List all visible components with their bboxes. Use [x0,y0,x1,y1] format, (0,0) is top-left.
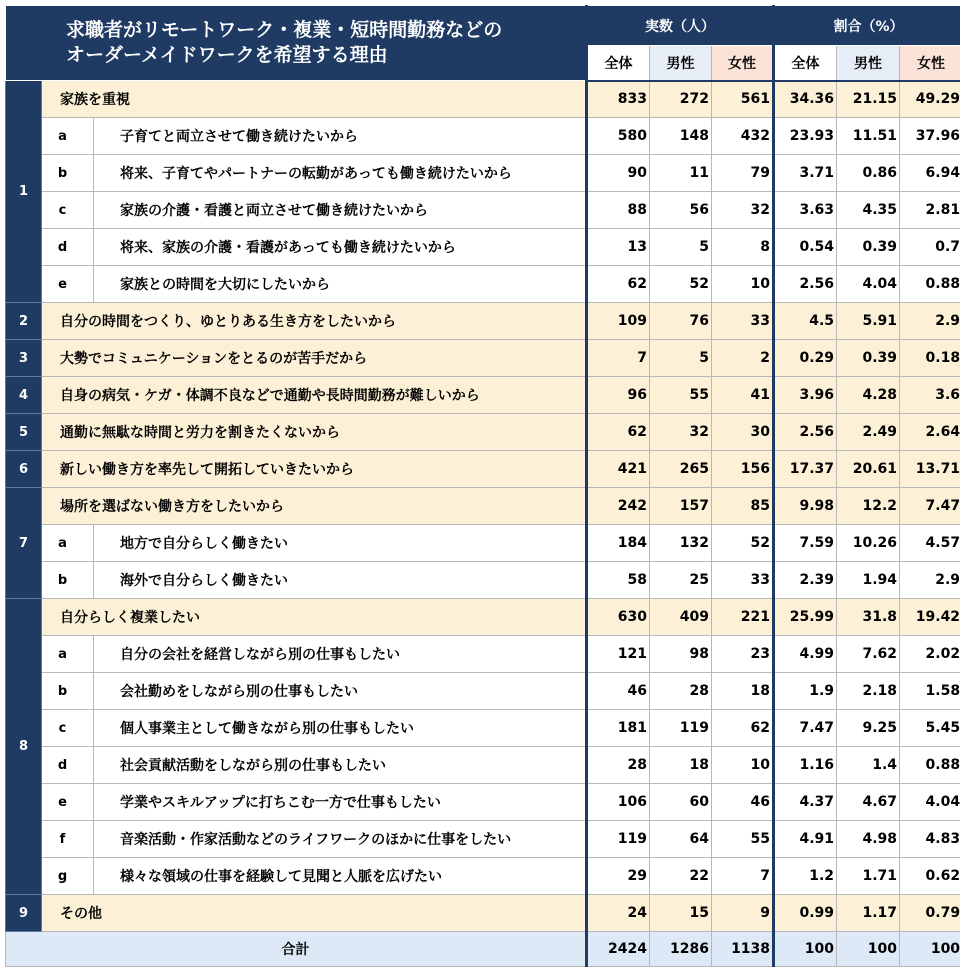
category-number: 1 [6,81,42,303]
category-number: 8 [6,599,42,895]
value-male: 265 [650,451,712,488]
subitem-letter: b [42,673,94,710]
total-label: 合計 [6,932,587,967]
value-p-all: 1.2 [774,858,837,895]
value-female: 52 [712,525,774,562]
value-p-female: 100 [900,932,960,967]
value-male: 25 [650,562,712,599]
category-label: 自身の病気・ケガ・体調不良などで通勤や長時間勤務が難しいから [42,377,587,414]
value-p-female: 4.04 [900,784,960,821]
value-all: 13 [587,229,650,266]
value-male: 5 [650,340,712,377]
subitem-label: 音楽活動・作家活動などのライフワークのほかに仕事をしたい [94,821,587,858]
value-p-male: 20.61 [837,451,900,488]
value-female: 561 [712,81,774,118]
category-number: 7 [6,488,42,599]
value-female: 8 [712,229,774,266]
value-p-all: 0.99 [774,895,837,932]
category-row [6,488,960,525]
value-p-all: 25.99 [774,599,837,636]
value-p-all: 4.5 [774,303,837,340]
table-title [6,6,587,81]
subitem-label: 個人事業主として働きながら別の仕事もしたい [94,710,587,747]
subitem-label: 海外で自分らしく働きたい [94,562,587,599]
subitem-row [6,562,960,599]
subitem-label: 将来、子育てやパートナーの転勤があっても働き続けたいから [94,155,587,192]
value-p-all: 9.98 [774,488,837,525]
value-p-female: 2.9 [900,303,960,340]
value-female: 30 [712,414,774,451]
subitem-label: 自分の会社を経営しながら別の仕事もしたい [94,636,587,673]
value-female: 7 [712,858,774,895]
category-row [6,340,960,377]
value-p-all: 2.39 [774,562,837,599]
value-p-male: 4.04 [837,266,900,303]
value-male: 409 [650,599,712,636]
category-label: 自分の時間をつくり、ゆとりある生き方をしたいから [42,303,587,340]
category-number: 4 [6,377,42,414]
value-p-male: 9.25 [837,710,900,747]
subitem-label: 地方で自分らしく働きたい [94,525,587,562]
value-male: 148 [650,118,712,155]
value-all: 62 [587,266,650,303]
value-all: 58 [587,562,650,599]
group-header-ratio: 割合（%） [774,6,960,46]
category-row [6,81,960,118]
category-number: 9 [6,895,42,932]
value-p-male: 1.17 [837,895,900,932]
category-number: 6 [6,451,42,488]
subitem-label: 会社勤めをしながら別の仕事もしたい [94,673,587,710]
value-p-all: 3.96 [774,377,837,414]
value-female: 432 [712,118,774,155]
value-all: 7 [587,340,650,377]
subitem-label: 家族との時間を大切にしたいから [94,266,587,303]
value-all: 106 [587,784,650,821]
value-p-all: 7.47 [774,710,837,747]
subitem-letter: e [42,266,94,303]
value-p-male: 1.71 [837,858,900,895]
subitem-row [6,821,960,858]
value-p-male: 4.98 [837,821,900,858]
value-male: 60 [650,784,712,821]
value-p-female: 2.81 [900,192,960,229]
category-row [6,895,960,932]
category-row [6,599,960,636]
survey-table [5,5,960,967]
value-p-female: 0.88 [900,266,960,303]
value-male: 56 [650,192,712,229]
group-header-count: 実数（人） [587,6,774,46]
subitem-letter: a [42,525,94,562]
value-p-male: 31.8 [837,599,900,636]
value-female: 2 [712,340,774,377]
value-female: 33 [712,562,774,599]
subitem-label: 社会貢献活動をしながら別の仕事もしたい [94,747,587,784]
value-p-female: 0.88 [900,747,960,784]
value-p-all: 3.63 [774,192,837,229]
value-male: 32 [650,414,712,451]
col-header-count-female: 女性 [712,46,774,81]
subitem-row [6,858,960,895]
value-male: 272 [650,81,712,118]
value-p-all: 17.37 [774,451,837,488]
value-p-male: 1.4 [837,747,900,784]
subitem-row [6,636,960,673]
value-p-all: 0.29 [774,340,837,377]
value-p-female: 0.7 [900,229,960,266]
value-p-all: 7.59 [774,525,837,562]
subitem-letter: g [42,858,94,895]
value-p-male: 11.51 [837,118,900,155]
subitem-row [6,266,960,303]
value-p-female: 19.42 [900,599,960,636]
value-male: 64 [650,821,712,858]
value-female: 33 [712,303,774,340]
value-p-all: 2.56 [774,266,837,303]
col-header-count-male: 男性 [650,46,712,81]
subitem-letter: d [42,747,94,784]
value-all: 96 [587,377,650,414]
value-female: 1138 [712,932,774,967]
category-row [6,414,960,451]
value-p-all: 4.99 [774,636,837,673]
value-all: 28 [587,747,650,784]
subitem-letter: e [42,784,94,821]
total-row [6,932,960,967]
value-p-male: 1.94 [837,562,900,599]
subitem-letter: c [42,710,94,747]
value-male: 22 [650,858,712,895]
subitem-row [6,525,960,562]
value-p-female: 3.6 [900,377,960,414]
value-all: 121 [587,636,650,673]
value-all: 2424 [587,932,650,967]
value-all: 580 [587,118,650,155]
value-male: 98 [650,636,712,673]
value-p-female: 6.94 [900,155,960,192]
value-male: 157 [650,488,712,525]
value-male: 55 [650,377,712,414]
value-p-female: 2.64 [900,414,960,451]
value-p-male: 100 [837,932,900,967]
value-p-male: 5.91 [837,303,900,340]
value-male: 119 [650,710,712,747]
value-p-female: 4.57 [900,525,960,562]
subitem-letter: a [42,118,94,155]
value-female: 62 [712,710,774,747]
value-all: 184 [587,525,650,562]
header-row-1 [6,6,960,46]
value-male: 1286 [650,932,712,967]
subitem-row [6,673,960,710]
value-all: 29 [587,858,650,895]
value-p-female: 7.47 [900,488,960,525]
category-label: その他 [42,895,587,932]
subitem-label: 様々な領域の仕事を経験して見聞と人脈を広げたい [94,858,587,895]
value-female: 41 [712,377,774,414]
col-header-ratio-all: 全体 [774,46,837,81]
value-male: 18 [650,747,712,784]
value-p-female: 37.96 [900,118,960,155]
value-p-male: 4.35 [837,192,900,229]
value-female: 23 [712,636,774,673]
value-p-all: 23.93 [774,118,837,155]
value-all: 242 [587,488,650,525]
value-female: 10 [712,747,774,784]
value-p-all: 4.37 [774,784,837,821]
value-p-all: 1.16 [774,747,837,784]
category-row [6,377,960,414]
value-p-male: 0.39 [837,340,900,377]
value-female: 32 [712,192,774,229]
value-p-female: 0.62 [900,858,960,895]
value-p-male: 10.26 [837,525,900,562]
subitem-row [6,784,960,821]
value-p-male: 2.49 [837,414,900,451]
subitem-letter: d [42,229,94,266]
value-female: 156 [712,451,774,488]
category-label: 家族を重視 [42,81,587,118]
col-header-ratio-female: 女性 [900,46,960,81]
value-p-female: 4.83 [900,821,960,858]
category-number: 2 [6,303,42,340]
col-header-ratio-male: 男性 [837,46,900,81]
subitem-row [6,192,960,229]
value-p-female: 1.58 [900,673,960,710]
value-all: 90 [587,155,650,192]
value-female: 9 [712,895,774,932]
value-p-all: 4.91 [774,821,837,858]
category-row [6,303,960,340]
value-female: 79 [712,155,774,192]
value-male: 15 [650,895,712,932]
category-label: 新しい働き方を率先して開拓していきたいから [42,451,587,488]
value-p-female: 5.45 [900,710,960,747]
category-number: 3 [6,340,42,377]
value-p-male: 7.62 [837,636,900,673]
value-p-male: 12.2 [837,488,900,525]
value-all: 62 [587,414,650,451]
subitem-row [6,747,960,784]
value-male: 28 [650,673,712,710]
value-male: 5 [650,229,712,266]
value-female: 46 [712,784,774,821]
value-male: 76 [650,303,712,340]
value-female: 10 [712,266,774,303]
value-all: 24 [587,895,650,932]
subitem-label: 子育てと両立させて働き続けたいから [94,118,587,155]
subitem-letter: c [42,192,94,229]
value-p-all: 34.36 [774,81,837,118]
subitem-letter: a [42,636,94,673]
subitem-label: 学業やスキルアップに打ちこむ一方で仕事もしたい [94,784,587,821]
category-number: 5 [6,414,42,451]
value-p-all: 100 [774,932,837,967]
value-p-male: 2.18 [837,673,900,710]
value-p-male: 4.28 [837,377,900,414]
col-header-count-all: 全体 [587,46,650,81]
value-p-all: 3.71 [774,155,837,192]
subitem-label: 家族の介護・看護と両立させて働き続けたいから [94,192,587,229]
value-p-all: 2.56 [774,414,837,451]
subitem-label: 将来、家族の介護・看護があっても働き続けたいから [94,229,587,266]
value-p-all: 1.9 [774,673,837,710]
value-male: 132 [650,525,712,562]
value-female: 221 [712,599,774,636]
subitem-row [6,229,960,266]
value-p-female: 13.71 [900,451,960,488]
subitem-row [6,118,960,155]
value-all: 630 [587,599,650,636]
value-p-male: 0.39 [837,229,900,266]
value-all: 119 [587,821,650,858]
value-all: 421 [587,451,650,488]
value-male: 11 [650,155,712,192]
value-all: 46 [587,673,650,710]
table-body [6,6,960,967]
category-label: 場所を選ばない働き方をしたいから [42,488,587,525]
value-female: 18 [712,673,774,710]
value-p-female: 49.29 [900,81,960,118]
subitem-letter: b [42,155,94,192]
subitem-row [6,710,960,747]
value-p-male: 0.86 [837,155,900,192]
title-line-1: 求職者がリモートワーク・複業・短時間勤務などの [66,19,503,41]
subitem-row [6,155,960,192]
category-label: 通勤に無駄な時間と労力を割きたくないから [42,414,587,451]
value-all: 88 [587,192,650,229]
value-female: 55 [712,821,774,858]
subitem-letter: b [42,562,94,599]
value-male: 52 [650,266,712,303]
subitem-letter: f [42,821,94,858]
value-female: 85 [712,488,774,525]
category-row [6,451,960,488]
value-p-male: 4.67 [837,784,900,821]
value-all: 181 [587,710,650,747]
value-p-male: 21.15 [837,81,900,118]
value-p-female: 2.9 [900,562,960,599]
value-p-female: 0.18 [900,340,960,377]
title-line-2: オーダーメイドワークを希望する理由 [66,44,388,66]
value-p-female: 0.79 [900,895,960,932]
value-all: 109 [587,303,650,340]
category-label: 自分らしく複業したい [42,599,587,636]
value-p-all: 0.54 [774,229,837,266]
value-p-female: 2.02 [900,636,960,673]
category-label: 大勢でコミュニケーションをとるのが苦手だから [42,340,587,377]
value-all: 833 [587,81,650,118]
